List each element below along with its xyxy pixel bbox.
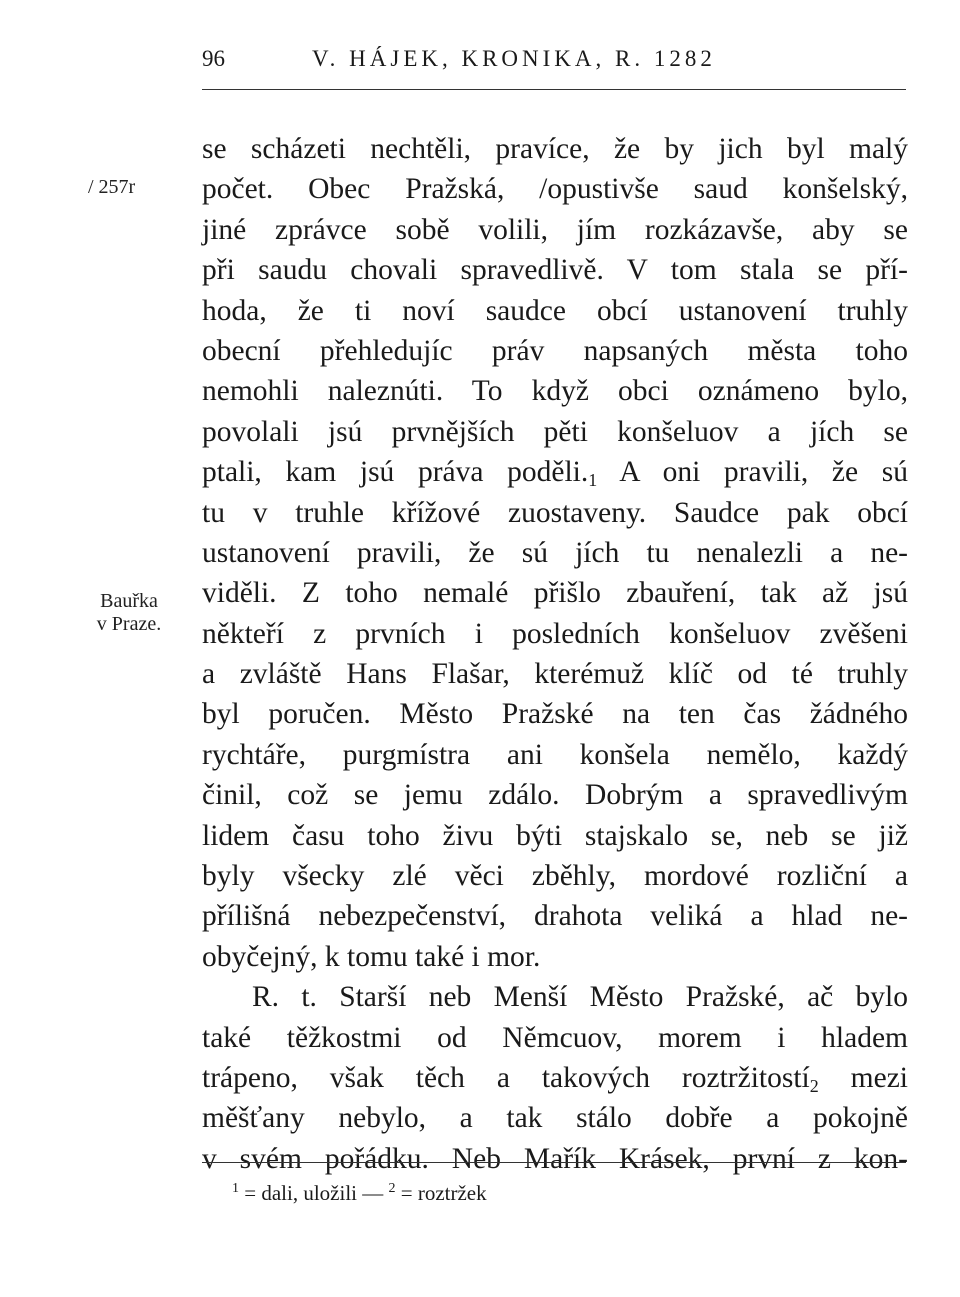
text-line: byl poručen. Město Pražské na ten čas žádného — [202, 698, 908, 731]
footnote-2-text: = roztržek — [395, 1181, 487, 1205]
text-segment: ptali, kam jsú práva poděli. — [202, 456, 589, 489]
text-line: a zvláště Hans Flašar, kterémuž klíč od té truhly — [202, 658, 908, 691]
text-line: obyčejný, k tomu také i mor. — [202, 940, 541, 973]
text-line: také těžkostmi od Němcuov, morem i hladem — [202, 1021, 908, 1054]
footnote-1-text: = dali, uložili — — [239, 1181, 389, 1205]
text-line: obecní přehledujíc práv napsaných města toho — [202, 334, 908, 367]
text-line: se scházeti nechtěli, pravíce, že by jich byl malý — [202, 133, 908, 165]
text-line: hoda, že ti noví saudce obcí ustanovení truhly — [202, 294, 908, 327]
text-line: byly všecky zlé věci zběhly, mordové rozliční a — [202, 860, 908, 893]
margin-folio-note: / 257r — [88, 176, 136, 198]
text-line: měšťany nebylo, a tak stálo dobře a pokojně — [202, 1102, 908, 1135]
text-line: rychtáře, purgmístra ani konšela nemělo, každý — [202, 738, 908, 771]
text-line: v svém pořádku. Neb Mařík Krásek, první z kon- — [202, 1142, 908, 1175]
text-line: jiné zprávce sobě volili, jím rozkázavše, aby se — [202, 213, 908, 246]
running-title: V. HÁJEK, KRONIKA, R. 1282 — [312, 46, 716, 71]
footnotes — [232, 1178, 487, 1208]
footnote-ref-2: 2 — [809, 1075, 819, 1096]
text-line: ustanovení pravili, že sú jích tu nenalezli a ne- — [202, 536, 908, 569]
footnote-1-mark: 1 — [232, 1181, 239, 1196]
text-line: lidem času toho živu býti stajskalo se, neb se již — [202, 819, 908, 852]
text-line — [202, 1058, 908, 1098]
text-line: tu v truhle křížové zuostaveny. Saudce pak obcí — [202, 496, 908, 529]
text-line: někteří z prvních i posledních konšeluov zvěšeni — [202, 617, 908, 650]
running-header — [202, 44, 908, 84]
text-line: R. t. Starší neb Menší Město Pražské, ač bylo — [252, 981, 908, 1014]
text-segment: trápeno, však těch a takových roztržitostí — [202, 1061, 810, 1094]
header-rule — [202, 89, 906, 90]
footnote-2-mark: 2 — [388, 1181, 396, 1196]
text-line: přílišná nebezpečenství, drahota veliká a hlad ne- — [202, 900, 908, 933]
margin-topic-line-2: v Praze. — [96, 613, 162, 635]
text-line: počet. Obec Pražská, /opustivše saud konšelský, — [202, 173, 908, 206]
text-line: nemohli naleznúti. To když obci oznámeno bylo, — [202, 375, 908, 408]
footnote-rule — [202, 1162, 906, 1163]
text-segment: mezi — [818, 1061, 908, 1094]
text-segment: A oni pravili, že sú — [597, 456, 908, 489]
text-line: viděli. Z toho nemalé přišlo zbauření, tak až jsú — [202, 577, 908, 610]
margin-topic-note — [74, 590, 184, 636]
text-line: činil, což se jemu zdálo. Dobrým a spravedlivým — [202, 779, 908, 812]
margin-topic-line-1: Bauřka — [100, 590, 158, 612]
footnote-ref-1: 1 — [588, 470, 598, 491]
page-number: 96 — [202, 46, 225, 71]
body-text — [202, 129, 908, 1179]
text-line: při saudu chovali spravedlivě. V tom stala se pří- — [202, 254, 908, 287]
text-line: povolali jsú prvnějších pěti konšeluov a jích se — [202, 415, 908, 448]
text-line — [202, 452, 908, 492]
